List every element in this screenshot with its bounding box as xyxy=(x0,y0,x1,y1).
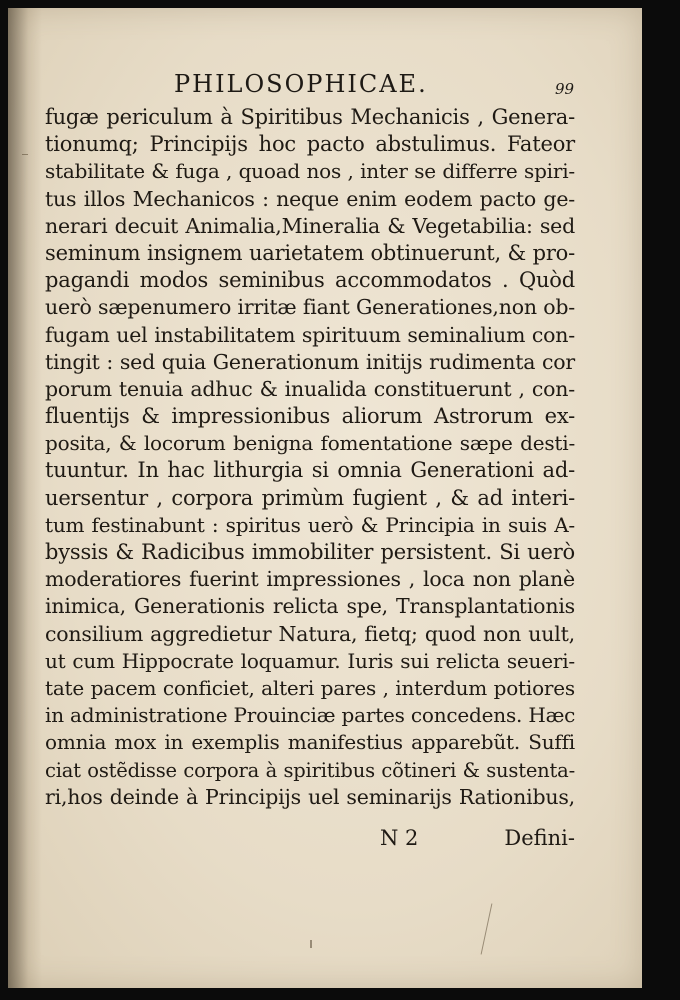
paper-blemish xyxy=(481,903,493,954)
text-line: moderatiores fuerint impressiones , loca non planè xyxy=(45,567,575,592)
page-footer xyxy=(45,826,575,856)
text-line: in administratione Prouinciæ partes concedens. Hæc xyxy=(45,703,576,728)
text-line: tionumq; Principijs hoc pacto abstulimus. Fateor xyxy=(45,132,575,157)
text-line: fugam uel instabilitatem spirituum seminalium con- xyxy=(45,322,575,347)
text-line: nerari decuit Animalia,Mineralia & Vegetabilia: sed xyxy=(45,213,575,238)
text-line: ut cum Hippocrate loquamur. Iuris sui relicta seueri- xyxy=(45,648,575,673)
catchword: Defini- xyxy=(504,826,575,850)
paper-blemish xyxy=(310,940,312,948)
text-line: pagandi modos seminibus accommodatos . Quòd xyxy=(45,268,575,293)
text-line: tate pacem conficiet, alteri pares , interdum potiores xyxy=(45,675,575,700)
text-line: omnia mox in exemplis manifestius apparebũt. Suffi xyxy=(45,730,575,755)
page-number: 99 xyxy=(555,80,575,98)
binding-gutter-shadow xyxy=(8,8,42,988)
text-line: consilium aggredietur Natura, fietq; quod non uult, xyxy=(45,621,575,646)
text-line: tingit : sed quia Generationum initijs rudimenta cor xyxy=(45,349,575,374)
text-line: fluentijs & impressionibus aliorum Astrorum ex- xyxy=(45,404,575,429)
text-line: tum festinabunt : spiritus uerò & Principia in suis A- xyxy=(45,512,575,537)
running-head: PHILOSOPHICAE. xyxy=(174,70,428,98)
text-line: posita, & locorum benigna fomentatione sæpe desti- xyxy=(45,431,575,456)
text-line: porum tenuia adhuc & inualida constituerunt , con- xyxy=(45,376,575,401)
text-line: tus illos Mechanicos : neque enim eodem pacto ge- xyxy=(45,186,575,211)
text-line: inimica, Generationis relicta spe, Transplantationis xyxy=(45,594,575,619)
text-line: stabilitate & fuga , quoad nos , inter se differre spiri- xyxy=(45,159,575,184)
text-line: tuuntur. In hac lithurgia si omnia Generationi ad- xyxy=(45,458,575,483)
text-line: uersentur , corpora primùm fugient , & ad interi- xyxy=(45,485,575,510)
text-line: fugæ periculum à Spiritibus Mechanicis , Genera- xyxy=(45,105,575,129)
body-text xyxy=(45,104,575,811)
text-line: ri,hos deinde à Principijs uel seminarijs Rationibus, xyxy=(45,784,575,809)
paper-blemish xyxy=(22,154,28,155)
text-line: byssis & Radicibus immobiliter persistent. Si uerò xyxy=(45,540,575,564)
text-line: uerò sæpenumero irritæ fiant Generationes,non ob- xyxy=(45,295,575,320)
paper-page xyxy=(8,8,642,988)
signature-mark: N 2 xyxy=(380,826,419,850)
text-line: ciat ostẽdisse corpora à spiritibus cõtineri & sustenta- xyxy=(45,758,575,782)
text-line: seminum insignem uarietatem obtinuerunt, & pro- xyxy=(45,240,575,265)
